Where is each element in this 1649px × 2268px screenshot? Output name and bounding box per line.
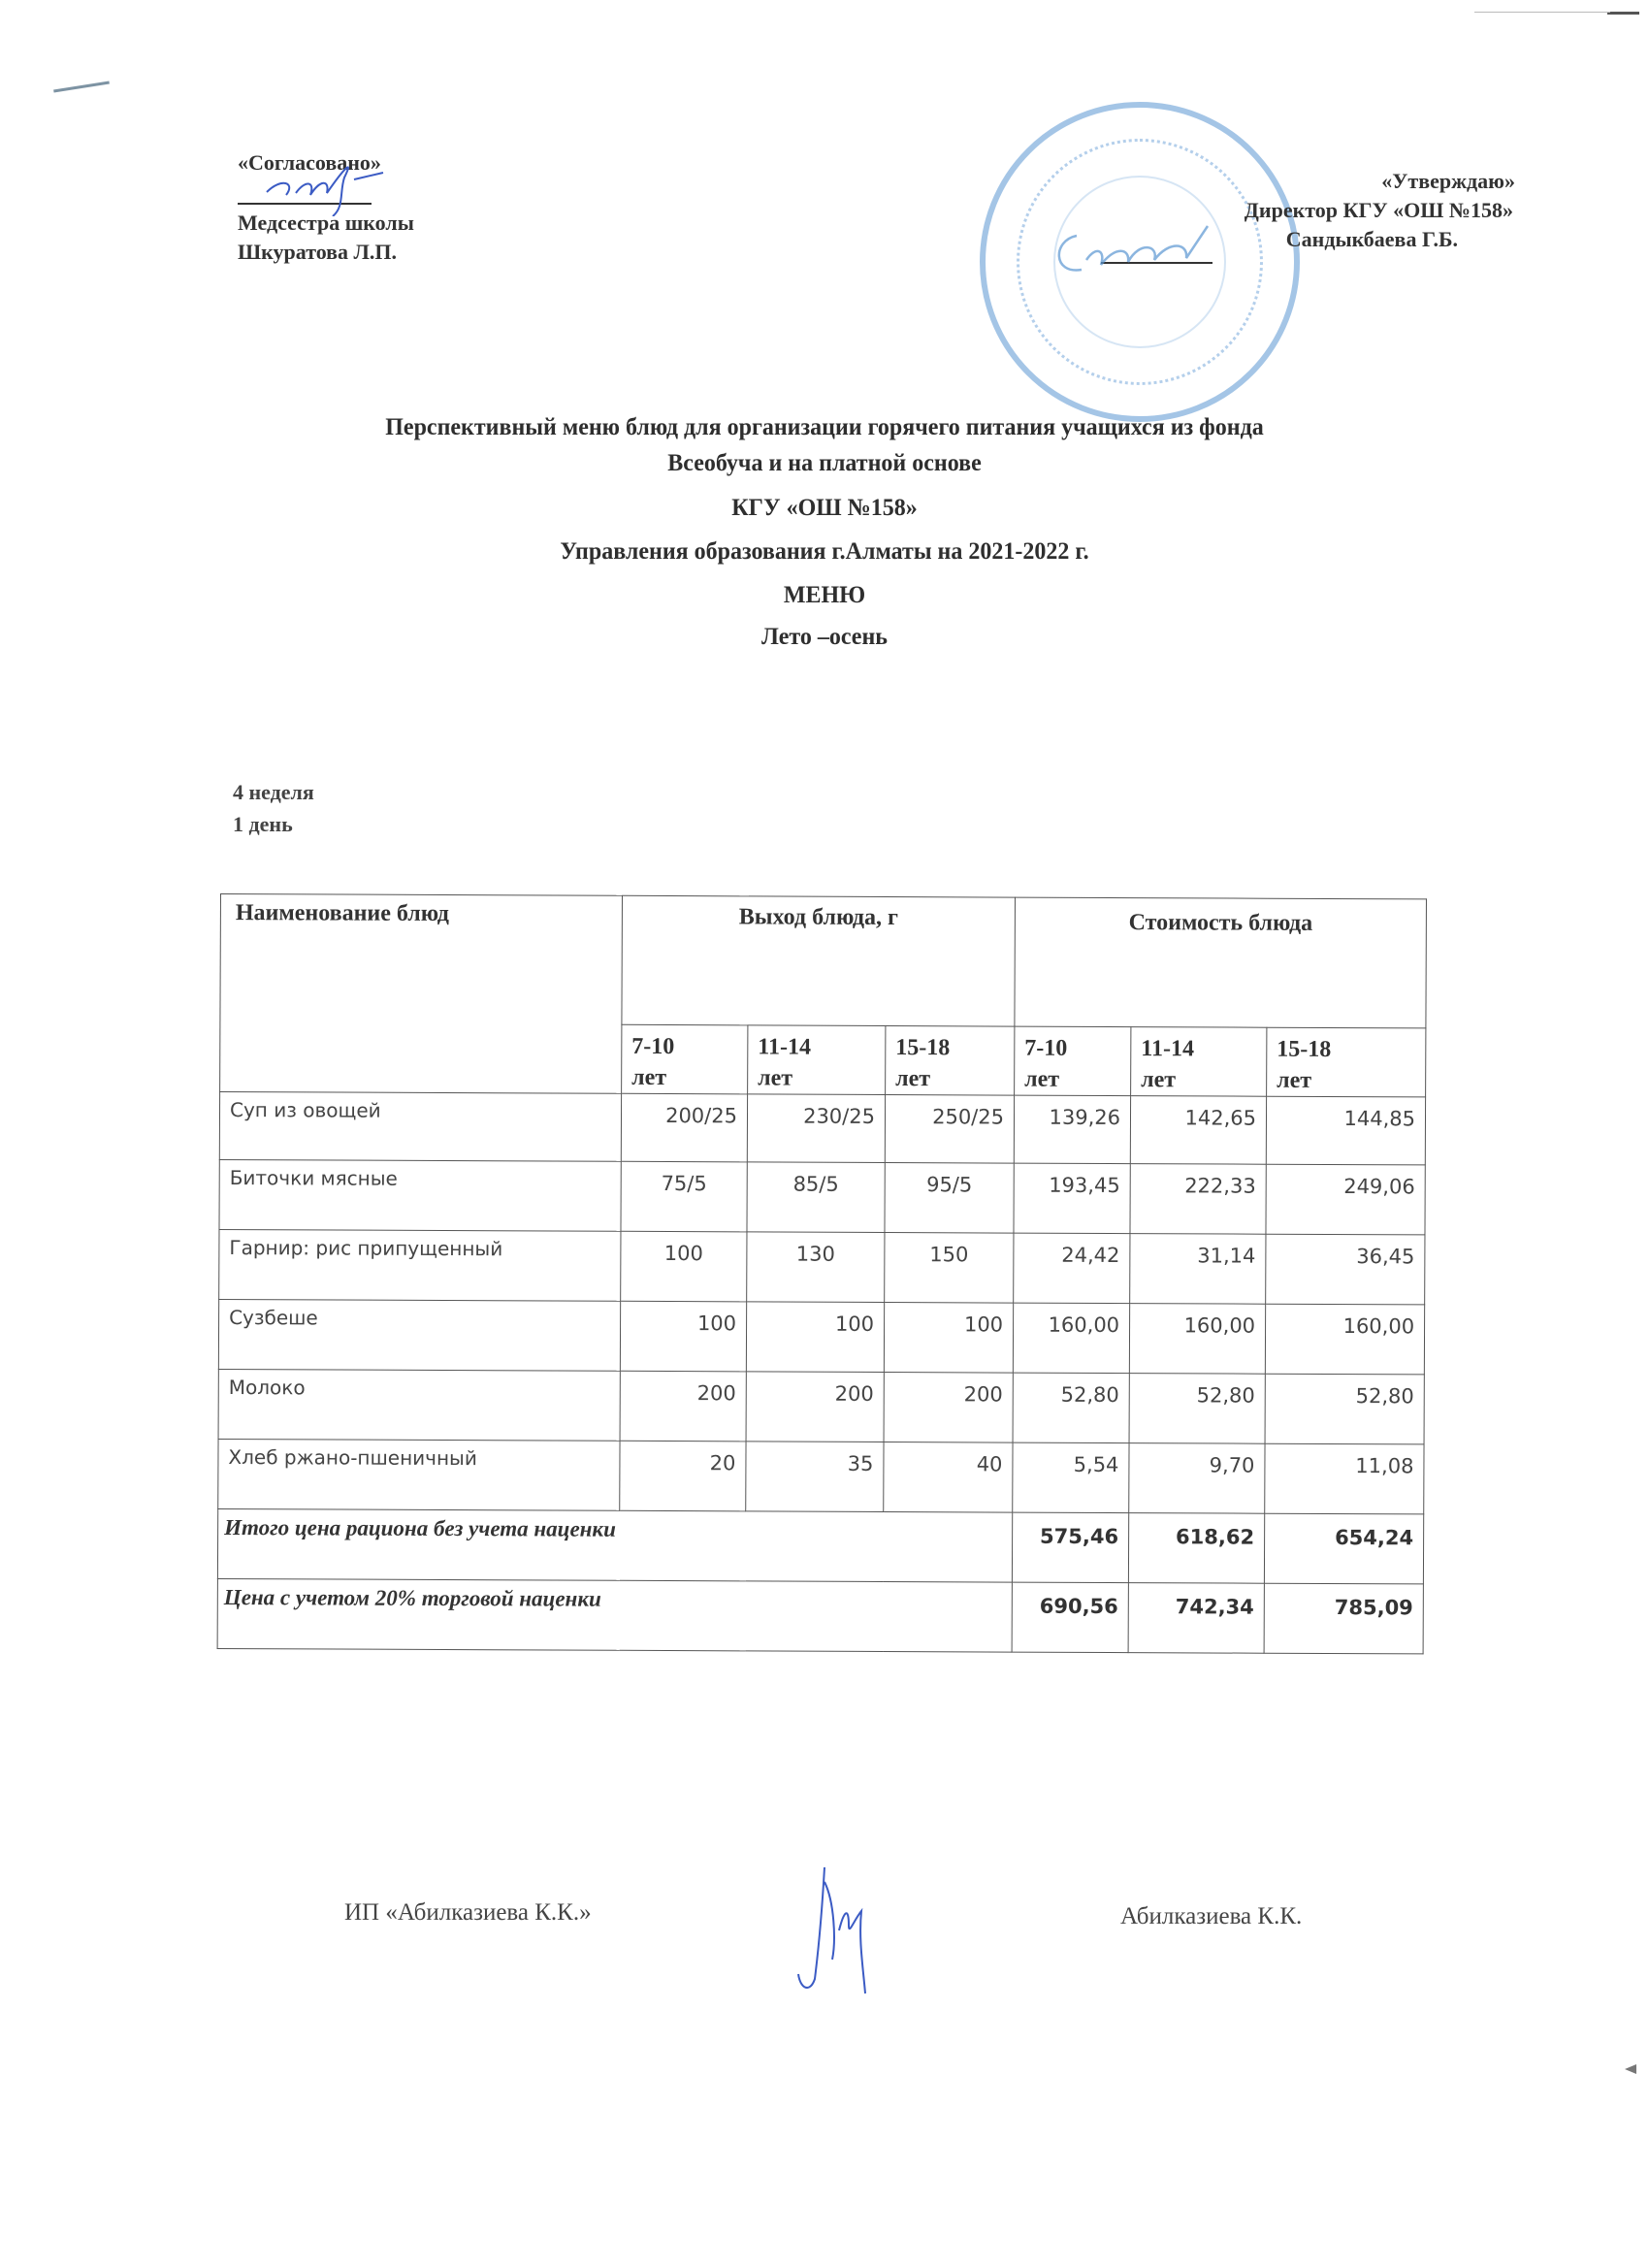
approval-left-name: Шкуратова Л.П.	[238, 240, 398, 264]
age-range: 15-18	[895, 1035, 951, 1061]
cost-value: 52,80	[1355, 1384, 1414, 1409]
header-cost-label: Стоимость блюда	[1128, 910, 1313, 936]
signature-director-icon	[1043, 221, 1237, 289]
document-title-line-1: Перспективный меню блюд для организации горячего питания учащихся из фонда	[385, 414, 1264, 440]
cost-value: 193,45	[1049, 1173, 1120, 1198]
table-header-row	[220, 894, 1427, 1028]
total-label: Итого цена рациона без учета наценки	[224, 1515, 616, 1541]
cost-value: 9,70	[1209, 1453, 1255, 1477]
cost-value: 222,33	[1184, 1174, 1256, 1198]
age-unit: лет	[1141, 1067, 1177, 1093]
age-unit: лет	[631, 1064, 667, 1091]
scan-mark	[1625, 2064, 1636, 2074]
age-unit: лет	[895, 1066, 931, 1092]
approval-right-name: Сандыкбаева Г.Б.	[1285, 227, 1458, 251]
scan-mark	[53, 81, 110, 92]
age-header	[622, 1024, 748, 1094]
total-label: Цена с учетом 20% торговой наценки	[223, 1585, 601, 1611]
cost-value: 160,00	[1342, 1314, 1415, 1339]
header-dish-name-label: Наименование блюд	[235, 900, 449, 927]
age-range: 11-14	[1141, 1036, 1195, 1062]
yield-value: 250/25	[932, 1105, 1005, 1129]
cost-value: 52,80	[1060, 1382, 1119, 1408]
scan-mark	[1607, 12, 1639, 15]
period	[233, 776, 314, 840]
cost-value: 5,54	[1073, 1452, 1119, 1477]
total-value: 785,09	[1334, 1596, 1413, 1620]
yield-value: 230/25	[803, 1104, 876, 1128]
signature-nurse-icon	[257, 158, 461, 216]
document-title-line-3: КГУ «ОШ №158»	[731, 495, 918, 521]
dish-name: Молоко	[228, 1376, 306, 1400]
approval-left-position: Медсестра школы	[238, 211, 414, 235]
cost-value: 249,06	[1343, 1175, 1415, 1199]
table-row	[218, 1299, 1424, 1374]
approval-right-position: Директор КГУ «ОШ №158»	[1244, 198, 1513, 222]
document-title-line-5: МЕНЮ	[783, 582, 866, 608]
approval-left	[238, 148, 414, 267]
yield-value: 100	[834, 1312, 875, 1336]
dish-name: Гарнир: рис припущенный	[229, 1236, 503, 1261]
day-label: 1 день	[233, 812, 293, 836]
cost-value: 160,00	[1183, 1313, 1256, 1338]
header-dish-name	[220, 894, 623, 1094]
yield-value: 85/5	[792, 1172, 839, 1196]
yield-value: 200/25	[665, 1104, 738, 1128]
signature-line	[238, 178, 414, 203]
document-title-line-6: Лето –осень	[761, 624, 888, 650]
total-value: 690,56	[1039, 1594, 1118, 1619]
yield-value: 130	[795, 1242, 835, 1266]
yield-value: 75/5	[661, 1171, 707, 1196]
yield-value: 100	[663, 1242, 703, 1266]
header-yield-label: Выход блюда, г	[738, 904, 899, 931]
age-header	[1267, 1027, 1426, 1097]
age-header	[886, 1025, 1015, 1095]
age-header	[748, 1025, 886, 1095]
age-range: 15-18	[1277, 1036, 1332, 1062]
age-range: 11-14	[758, 1034, 812, 1060]
cost-value: 160,00	[1048, 1312, 1120, 1338]
age-unit: лет	[758, 1065, 793, 1091]
yield-value: 100	[696, 1312, 737, 1336]
table-row	[218, 1439, 1424, 1513]
age-range: 7-10	[631, 1033, 675, 1060]
cost-value: 24,42	[1061, 1243, 1120, 1268]
total-row	[217, 1578, 1423, 1653]
dish-name: Хлеб ржано-пшеничный	[228, 1445, 477, 1471]
approval-right-heading: «Утверждаю»	[1381, 169, 1515, 193]
yield-value: 35	[847, 1451, 874, 1475]
cost-value: 142,65	[1184, 1106, 1257, 1130]
age-header	[1015, 1026, 1131, 1096]
header-cost	[1015, 897, 1427, 1028]
week-label: 4 неделя	[233, 780, 314, 804]
yield-value: 95/5	[926, 1173, 973, 1197]
signature-supplier-icon	[795, 1863, 883, 1998]
total-value: 742,34	[1175, 1595, 1254, 1619]
cost-value: 144,85	[1343, 1107, 1416, 1131]
yield-value: 40	[976, 1452, 1003, 1476]
age-unit: лет	[1277, 1067, 1312, 1093]
total-value: 654,24	[1335, 1526, 1414, 1550]
total-value: 618,62	[1176, 1525, 1255, 1549]
dish-name: Сузбеше	[229, 1306, 318, 1330]
dish-name: Биточки мясные	[229, 1166, 398, 1190]
signatory-name: Абилказиева К.К.	[1120, 1903, 1303, 1929]
cost-value: 52,80	[1196, 1383, 1255, 1408]
yield-value: 200	[834, 1381, 874, 1406]
table-row	[218, 1369, 1424, 1443]
yield-value: 20	[709, 1451, 736, 1475]
supplier-name: ИП «Абилказиева К.К.»	[344, 1899, 592, 1926]
yield-value: 150	[929, 1243, 969, 1267]
table-row	[219, 1159, 1425, 1234]
yield-value: 200	[696, 1381, 736, 1406]
cost-value: 31,14	[1197, 1244, 1256, 1268]
header-yield	[622, 895, 1016, 1026]
menu-table	[217, 893, 1427, 1654]
age-header	[1131, 1027, 1267, 1097]
yield-value: 100	[963, 1312, 1004, 1337]
table-row	[219, 1229, 1425, 1304]
cost-value: 36,45	[1356, 1245, 1415, 1269]
scan-mark	[1474, 12, 1610, 13]
age-unit: лет	[1024, 1066, 1060, 1092]
table-row	[219, 1092, 1425, 1165]
dish-name: Суп из овощей	[229, 1098, 381, 1122]
document-title-line-4: Управления образования г.Алматы на 2021-2022 г.	[560, 538, 1089, 565]
cost-value: 139,26	[1049, 1105, 1121, 1130]
cost-value: 11,08	[1355, 1454, 1414, 1478]
total-value: 575,46	[1040, 1524, 1119, 1549]
document-title-line-2: Всеобуча и на платной основе	[667, 450, 982, 476]
total-row	[217, 1508, 1423, 1583]
yield-value: 200	[963, 1382, 1003, 1407]
age-range: 7-10	[1024, 1035, 1068, 1061]
approval-left-heading: «Согласовано»	[238, 150, 381, 175]
